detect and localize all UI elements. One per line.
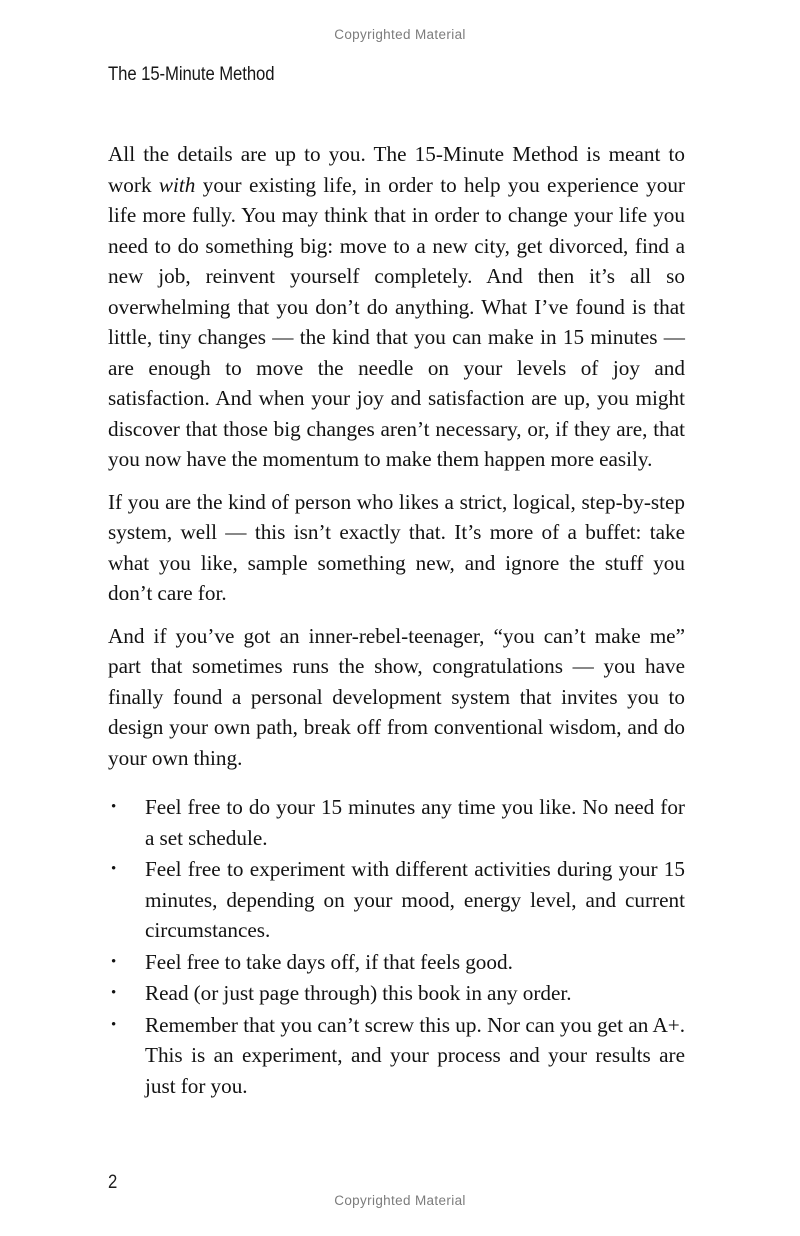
list-item [108,947,685,978]
copyright-watermark-top: Copyrighted Material [334,27,466,42]
list-item-text: • Feel free to experiment with different activities during your 15 minutes, depending on your mood, energy level, and current circumstances. [145,857,685,942]
list-item-text: • Remember that you can’t screw this up. Nor can you get an A+. This is an experiment, and your process and your results are just for you. [145,1012,685,1098]
list-item [108,792,685,853]
paragraph-1-emphasis: with [158,172,196,197]
list-item [108,854,685,946]
list-item [108,978,685,1009]
list-item-text: • Read (or just page through) this book in any order. [145,981,572,1005]
list-item-text: • Feel free to take days off, if that feels good. [145,949,513,974]
paragraph-1-lead: All the details are up to you. The 15-Minute Method is meant to work [108,142,685,197]
page-number: 2 [108,1172,118,1193]
guidelines-list [108,792,685,1101]
paragraph-1-rest: your existing life, in order to help you experience your life more fully. You may think that in order to change your life you need to do something big: move to a new city, get divorced, find a new job, reinvent yourself completely. And then it’s all so overwhelming that you don’t do anything. What I’ve found is that little, tiny changes — the kind that you can make in 15 minutes — are enough to move the needle on your levels of joy and satisfaction. And when your joy and satisfaction are up, you might discover that those big changes aren’t necessary, or, if they are, that you now have the momentum to make them happen more easily. [108,172,685,471]
paragraph-1 [108,139,685,475]
list-item-text: • Feel free to do your 15 minutes any time you like. No need for a set schedule. [145,795,685,850]
body-text-column [108,139,685,1102]
list-item [108,1010,685,1102]
copyright-watermark-bottom: Copyrighted Material [334,1193,466,1208]
paragraph-2: If you are the kind of person who likes a strict, logical, step-by-step system, well — this isn’t exactly that. It’s more of a buffet: take what you like, sample something new, and ignore the stuff you don’t care for. [108,489,685,605]
running-head: The 15-Minute Method [108,64,275,85]
paragraph-3: And if you’ve got an inner-rebel-teenager, “you can’t make me” part that sometimes runs the show, congratulations — you have finally found a personal development system that invites you to design your own path, break off from conventional wisdom, and do your own thing. [108,623,685,770]
